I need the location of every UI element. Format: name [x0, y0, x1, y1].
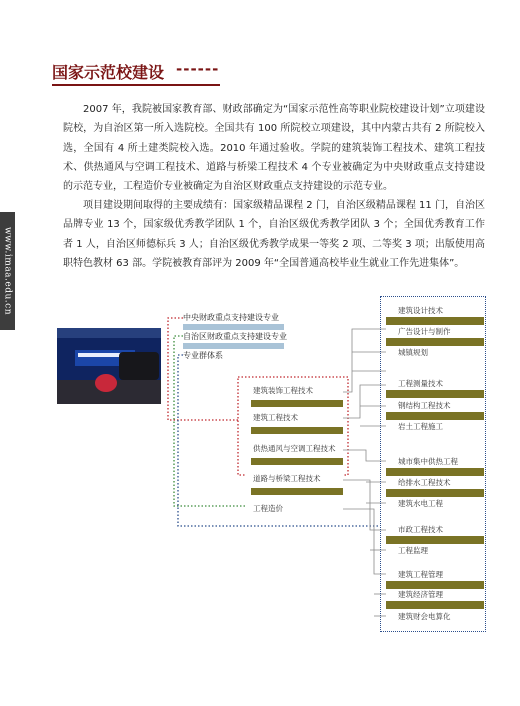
core-major-3-bar	[251, 458, 343, 465]
group-1-item-2: 广告设计与制作	[398, 327, 451, 336]
group-2-item-2: 钢结构工程技术	[398, 401, 451, 410]
group-1-bar-2	[386, 338, 484, 346]
paragraph-2: 项目建设期间取得的主要成绩有：国家级精品课程 2 门，自治区级精品课程 11 门，自治区品牌专业 13 个，国家级优秀教学团队 1 个，自治区级优秀教学团队 3 个；全国优秀教育工作者 1 人，自治区师德标兵 3 人；自治区级优秀教学成果一等奖 2 项、二等奖 3 项；出版使用高职特色教材 63 部。学院被教育部评为 2009 年“全国普通高校毕业生就业工作先进集体”。	[63, 200, 485, 269]
legend-group: 专业群体系	[183, 351, 223, 360]
paragraph-1: 2007 年，我院被国家教育部、财政部确定为“国家示范性高等职业院校建设计划”立项建设院校，为自治区第一所入选院校。全国共有 100 所院校立项建设，其中内蒙古共有 2 所院校入选，全国有 4 所土建类院校入选。2010 年通过验收。学院的建筑装饰工程技术、建筑工程技术、供热通风与空调工程技术、道路与桥梁工程技术 4 个专业被确定为中央财政重点支持建设的示范专业，工程造价专业被确定为自治区财政重点支持建设的示范专业。	[63, 104, 485, 193]
side-url: www.imaa.edu.cn	[2, 227, 13, 315]
title-dash: ------	[176, 60, 220, 78]
group-5-bar-2	[386, 601, 484, 609]
group-4-item-2: 工程监理	[398, 546, 428, 555]
core-major-1-bar	[251, 400, 343, 407]
group-3-item-2: 给排水工程技术	[398, 478, 451, 487]
core-major-5: 工程造价	[245, 502, 343, 516]
core-major-2-bar	[251, 427, 343, 434]
group-3-item-1: 城市集中供热工程	[398, 457, 458, 466]
core-major-4-bar	[251, 488, 343, 495]
legend-central: 中央财政重点支持建设专业	[183, 313, 279, 322]
legend-regional-bar	[183, 343, 284, 349]
group-1-bar	[386, 317, 484, 325]
group-3-bar-2	[386, 489, 484, 497]
group-5-item-2: 建筑经济管理	[398, 590, 443, 599]
core-major-3: 供热通风与空调工程技术	[245, 442, 343, 456]
group-2-bar	[386, 390, 484, 398]
group-2-item-3: 岩土工程施工	[398, 422, 443, 431]
group-3-item-3: 建筑水电工程	[398, 499, 443, 508]
group-2-bar-2	[386, 412, 484, 420]
group-4-bar	[386, 536, 484, 544]
group-5-bar	[386, 581, 484, 589]
page-title: 国家示范校建设	[52, 63, 165, 82]
core-major-2: 建筑工程技术	[245, 411, 343, 425]
group-1-item-3: 城镇规划	[398, 348, 428, 357]
core-major-4: 道路与桥梁工程技术	[245, 472, 343, 486]
group-5-item-3: 建筑财会电算化	[398, 612, 451, 621]
legend-regional: 自治区财政重点支持建设专业	[183, 332, 287, 341]
group-3-bar	[386, 468, 484, 476]
group-2-item-1: 工程测量技术	[398, 379, 443, 388]
core-major-1: 建筑装饰工程技术	[245, 384, 343, 398]
group-5-item-1: 建筑工程管理	[398, 570, 443, 579]
legend-central-bar	[183, 324, 284, 330]
group-1-item-1: 建筑设计技术	[398, 306, 443, 315]
group-4-item-1: 市政工程技术	[398, 525, 443, 534]
